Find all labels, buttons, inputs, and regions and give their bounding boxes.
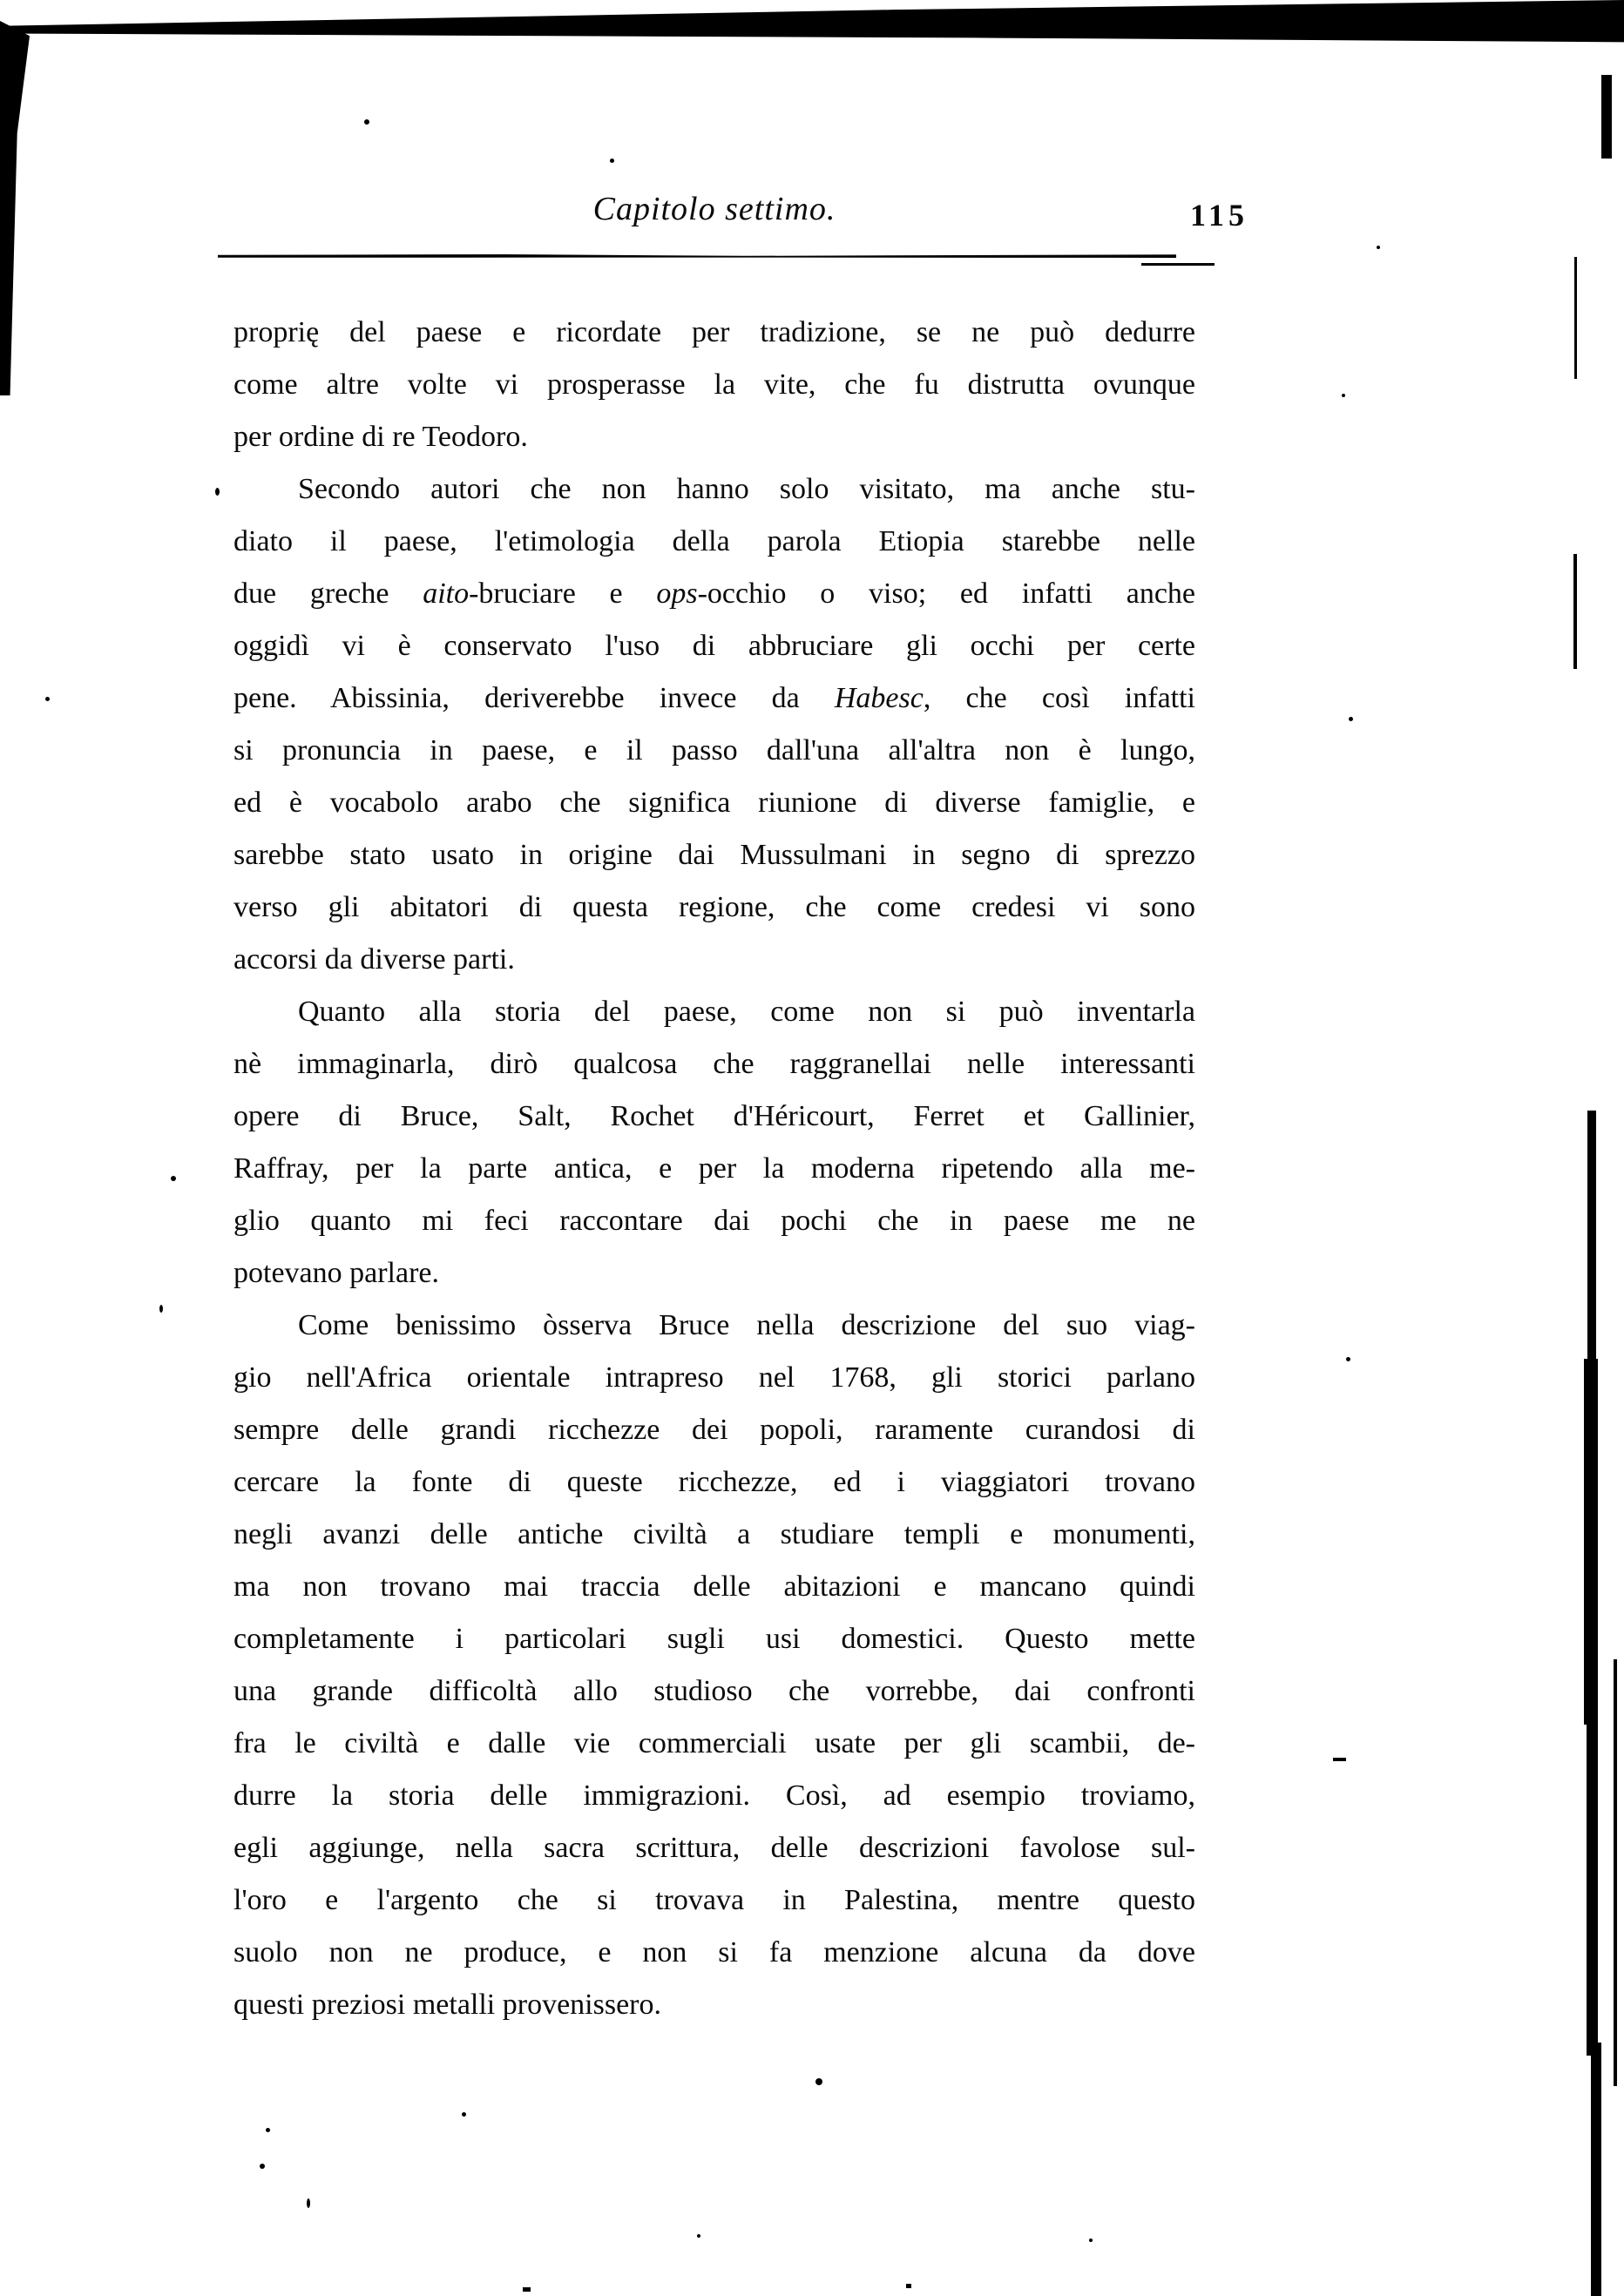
paragraph [233,463,1195,986]
text-line: due greche aito-bruciare e ops-occhio o viso; ed infatti anche [233,577,1195,610]
text-line: opere di Bruce, Salt, Rochet d'Héricourt, Ferret et Gallinier, [233,1100,1195,1132]
scan-speck [906,2284,911,2288]
scan-speck [1346,1357,1350,1361]
text-line: cercare la fonte di queste ricchezze, ed i viaggiatori trovano [233,1466,1195,1498]
text-line: suolo non ne produce, e non si fa menzione alcuna da dove [233,1936,1195,1968]
scan-right-streak [1587,1707,1598,2056]
text-line: glio quanto mi feci raccontare dai pochi che in paese me ne [233,1205,1195,1237]
text-line: gio nell'Africa orientale intrapreso nel 1768, gli storici parlano [233,1361,1195,1394]
text-line: Quanto alla storia del paese, come non si può inventarla [298,996,1195,1028]
scan-speck [1089,2239,1093,2242]
text-line: sarebbe stato usato in origine dai Mussulmani in segno di sprezzo [233,839,1195,871]
text-line: completamente i particolari sugli usi domestici. Questo mette [233,1623,1195,1655]
text-line: per ordine di re Teodoro. [233,421,528,453]
text-line: Raffray, per la parte antica, e per la moderna ripetendo alla me- [233,1152,1195,1185]
paragraph [233,307,1195,463]
scan-top-band [0,0,1624,54]
text-line: nè immaginarla, dirò qualcosa che raggranellai nelle interessanti [233,1048,1195,1080]
scan-speck [1377,246,1380,249]
scan-right-line [1614,1659,1617,2086]
scan-speck [45,697,50,701]
scan-right-mark [1601,75,1612,159]
text-line: oggidì vi è conservato l'uso di abbruciare gli occhi per certe [233,630,1195,662]
text-line: Come benissimo òsserva Bruce nella descrizione del suo viag- [298,1309,1195,1341]
text-line: potevano parlare. [233,1257,439,1289]
scan-speck [523,2287,531,2292]
text-line: ed è vocabolo arabo che significa riunione di diverse famiglie, e [233,787,1195,819]
text-line: si pronuncia in paese, e il passo dall'una all'altra non è lungo, [233,734,1195,766]
text-line: questi preziosi metalli provenissero. [233,1989,661,2021]
text-line: ma non trovano mai traccia delle abitazioni e mancano quindi [233,1570,1195,1603]
text-line: Secondo autori che non hanno solo visitato, ma anche stu- [298,473,1195,505]
page-text [233,307,1195,2031]
scan-speck [815,2078,822,2085]
scan-speck [610,159,614,163]
scan-speck [1333,1758,1346,1761]
scan-speck [215,488,220,496]
text-line: come altre volte vi prosperasse la vite, che fu distrutta ovunque [233,368,1195,401]
text-line: una grande difficoltà allo studioso che vorrebbe, dai confronti [233,1675,1195,1707]
scan-right-streak [1587,1111,1596,1372]
text-line: pene. Abissinia, deriverebbe invece da Habesc, che così infatti [233,682,1196,714]
scan-speck [364,119,369,125]
text-line: verso gli abitatori di questa regione, che come credesi vi sono [233,891,1195,923]
text-line: sempre delle grandi ricchezze dei popoli, raramente curandosi di [233,1414,1195,1446]
scan-speck [1342,394,1345,397]
scan-speck [1349,717,1353,721]
scan-speck [697,2234,700,2238]
text-line: accorsi da diverse parti. [233,943,515,976]
text-line: l'oro e l'argento che si trovava in Palestina, mentre questo [233,1884,1195,1916]
scan-right-streak [1584,1359,1598,1725]
text-line: diato il paese, l'etimologia della parola Etiopia starebbe nelle [233,525,1195,557]
scan-speck [462,2112,466,2117]
scan-right-line [1573,554,1577,669]
scan-speck [260,2164,265,2169]
running-header-title: Capitolo settimo. [592,191,836,227]
text-line: proprię del paese e ricordate per tradizione, se ne può dedurre [233,316,1195,348]
scan-speck [266,2128,270,2132]
scan-speck [171,1176,176,1181]
text-line: durre la storia delle immigrazioni. Così, ad esempio troviamo, [233,1779,1195,1812]
scan-right-streak [1591,2043,1601,2296]
text-line: fra le civiltà e dalle vie commerciali usate per gli scambii, de- [233,1727,1195,1759]
header-rule-dash [1141,263,1215,266]
scan-speck [307,2198,310,2208]
scan-right-line [1574,257,1577,379]
text-line: negli avanzi delle antiche civiltà a studiare templi e monumenti, [233,1518,1195,1550]
paragraph [233,1300,1195,2031]
scan-left-edge [0,21,30,395]
scan-speck [159,1305,163,1313]
running-header [233,190,1195,239]
paragraph [233,986,1195,1300]
page-number: 115 [1190,198,1249,233]
header-rule [218,254,1176,258]
text-line: egli aggiunge, nella sacra scrittura, delle descrizioni favolose sul- [233,1832,1195,1864]
